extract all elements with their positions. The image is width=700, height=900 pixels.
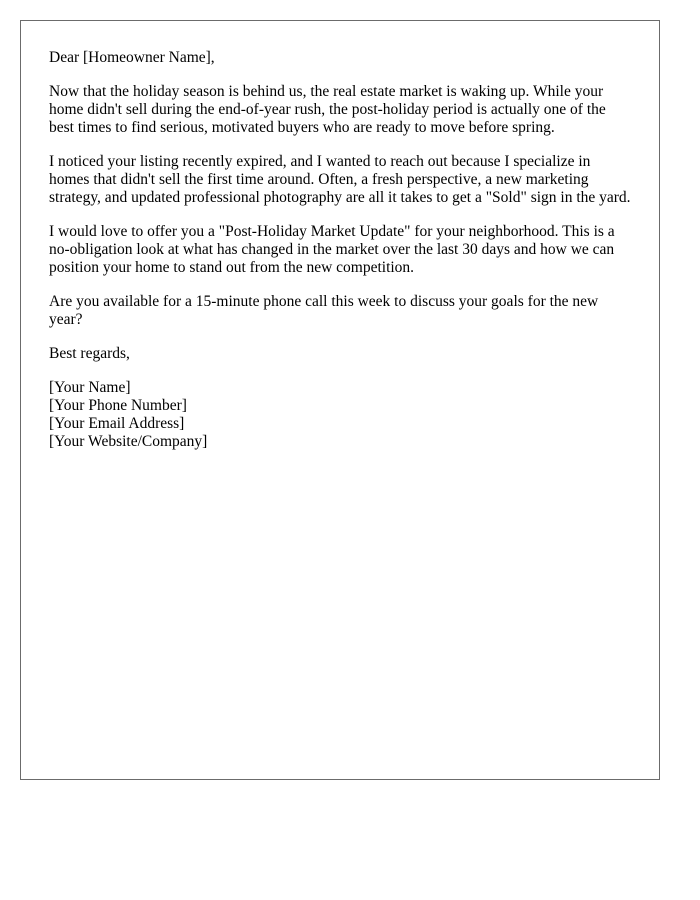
signature-phone: [Your Phone Number] [49,397,187,414]
salutation: Dear [Homeowner Name], [49,49,215,66]
signature-email: [Your Email Address] [49,415,185,432]
signature-website: [Your Website/Company] [49,433,208,450]
signature-block [49,379,631,451]
body-paragraph-expired-listing: I noticed your listing recently expired, and I wanted to reach out because I specialize in homes that didn't sell the first time around. Often, a fresh perspective, a new marketing strategy, and updated professional photography are all it takes to get a "Sold" sign in the yard. [49,153,631,206]
letter-page [20,20,660,780]
signature-name: [Your Name] [49,379,131,396]
body-paragraph-intro: Now that the holiday season is behind us, the real estate market is waking up. While your home didn't sell during the end-of-year rush, the post-holiday period is actually one of the best times to find serious, motivated buyers who are ready to move before spring. [49,83,606,136]
closing: Best regards, [49,345,130,362]
body-paragraph-call-request: Are you available for a 15-minute phone call this week to discuss your goals for the new year? [49,293,599,328]
body-paragraph-market-update: I would love to offer you a "Post-Holiday Market Update" for your neighborhood. This is a no-obligation look at what has changed in the market over the last 30 days and how we can position your home to stand out from the new competition. [49,223,615,276]
